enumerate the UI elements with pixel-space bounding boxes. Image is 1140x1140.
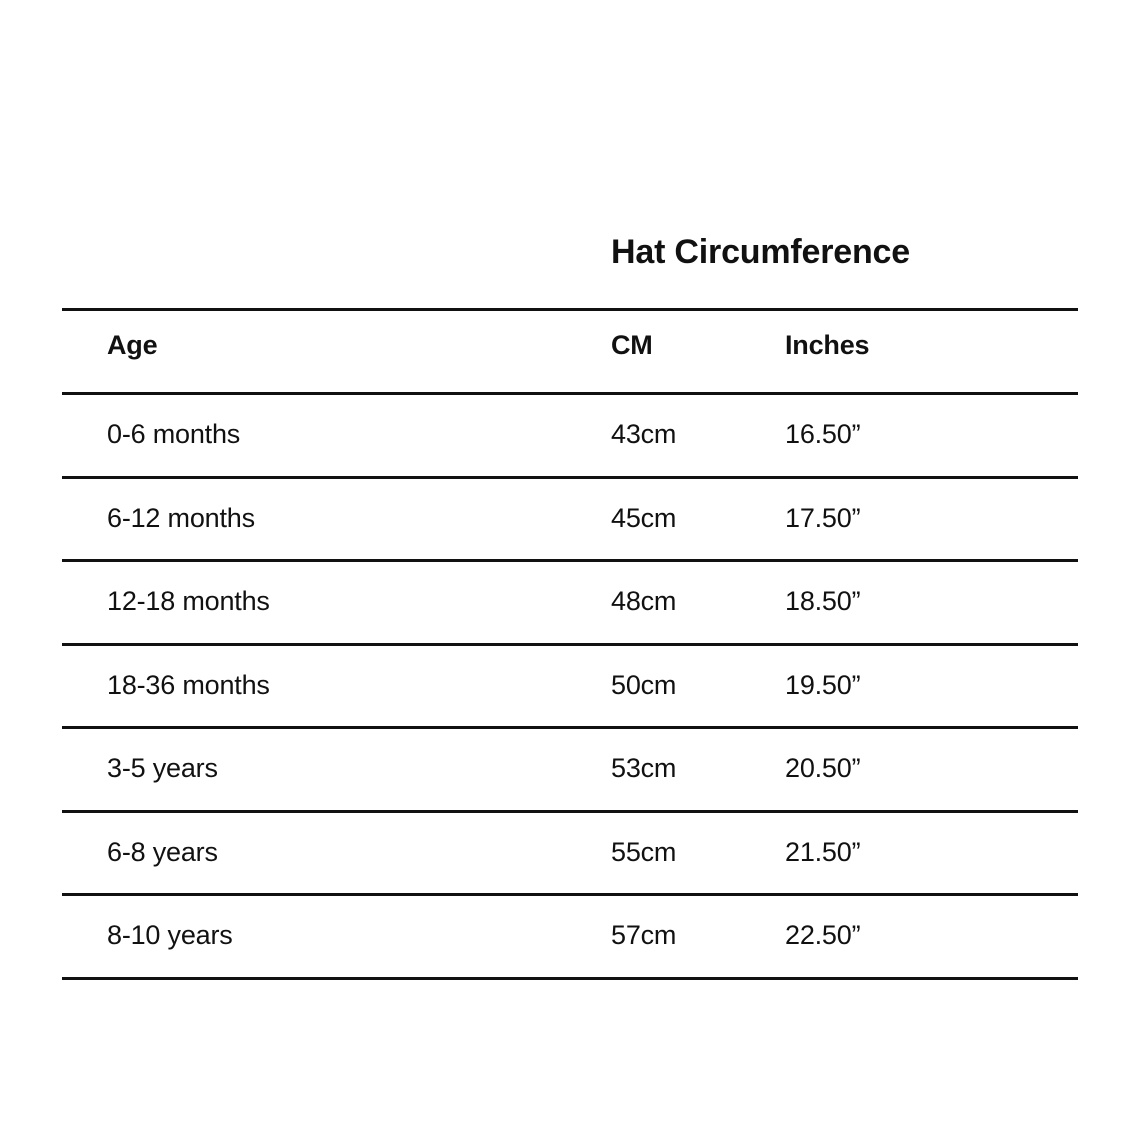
age-cell: 8-10 years	[107, 920, 233, 950]
cm-cell: 45cm	[611, 503, 677, 533]
age-cell: 12-18 months	[107, 586, 270, 616]
table-row	[0, 414, 1140, 454]
divider	[62, 308, 1078, 311]
divider	[62, 810, 1078, 813]
table-row	[0, 832, 1140, 872]
inches-cell: 20.50”	[785, 753, 861, 783]
header-age: Age	[107, 330, 158, 360]
divider	[62, 726, 1078, 729]
cm-cell: 50cm	[611, 670, 677, 700]
table-row	[0, 915, 1140, 955]
age-cell: 0-6 months	[107, 419, 241, 449]
cm-cell: 48cm	[611, 586, 677, 616]
table-title: Hat Circumference	[611, 233, 910, 271]
age-cell: 3-5 years	[107, 753, 218, 783]
divider	[62, 977, 1078, 980]
inches-cell: 17.50”	[785, 503, 861, 533]
inches-cell: 22.50”	[785, 920, 861, 950]
header-inches: Inches	[785, 330, 870, 360]
divider	[62, 476, 1078, 479]
table-row	[0, 581, 1140, 621]
divider	[62, 893, 1078, 896]
inches-cell: 21.50”	[785, 837, 861, 867]
table-row	[0, 498, 1140, 538]
inches-cell: 16.50”	[785, 419, 861, 449]
cm-cell: 57cm	[611, 920, 677, 950]
inches-cell: 18.50”	[785, 586, 861, 616]
divider	[62, 643, 1078, 646]
age-cell: 6-12 months	[107, 503, 255, 533]
table-row	[0, 665, 1140, 705]
cm-cell: 55cm	[611, 837, 677, 867]
age-cell: 18-36 months	[107, 670, 270, 700]
divider	[62, 559, 1078, 562]
cm-cell: 53cm	[611, 753, 677, 783]
table-header-row	[0, 325, 1140, 365]
table-row	[0, 748, 1140, 788]
header-cm: CM	[611, 330, 653, 360]
inches-cell: 19.50”	[785, 670, 861, 700]
age-cell: 6-8 years	[107, 837, 218, 867]
cm-cell: 43cm	[611, 419, 677, 449]
divider	[62, 392, 1078, 395]
